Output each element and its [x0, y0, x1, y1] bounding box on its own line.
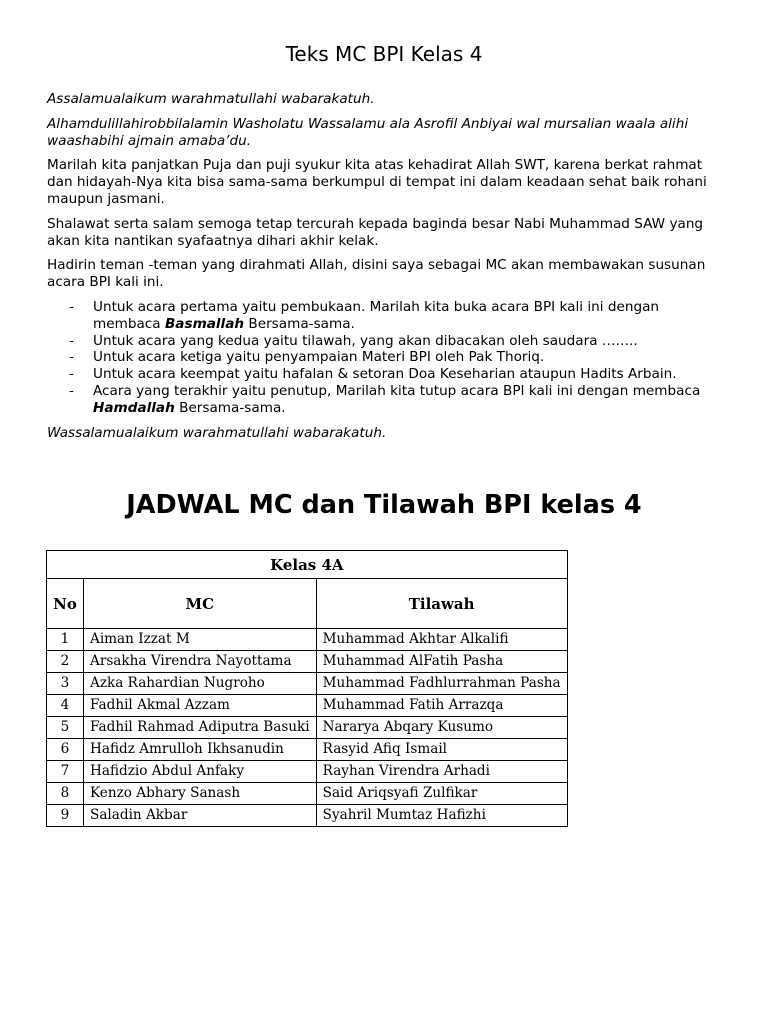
- cell-mc: Kenzo Abhary Sanash: [84, 783, 317, 805]
- document-title: Teks MC BPI Kelas 4: [285, 42, 483, 66]
- cell-mc: Fadhil Rahmad Adiputra Basuki: [84, 717, 317, 739]
- table-row: [47, 673, 568, 695]
- cell-tilawah: Rayhan Virendra Arhadi: [316, 761, 567, 783]
- cell-mc: Hafidzio Abdul Anfaky: [84, 761, 317, 783]
- schedule-title: JADWAL MC dan Tilawah BPI kelas 4: [126, 490, 642, 520]
- agenda-list: [47, 299, 727, 417]
- cell-mc: Saladin Akbar: [84, 805, 317, 827]
- cell-no: 4: [47, 695, 84, 717]
- table-row: [47, 717, 568, 739]
- column-header-mc: MC: [84, 579, 317, 629]
- cell-tilawah: Rasyid Afiq Ismail: [316, 739, 567, 761]
- list-dash: -: [69, 366, 74, 383]
- cell-tilawah: Muhammad Akhtar Alkalifi: [316, 629, 567, 651]
- cell-tilawah: Nararya Abqary Kusumo: [316, 717, 567, 739]
- cell-tilawah: Muhammad AlFatih Pasha: [316, 651, 567, 673]
- emphasis-text: Hamdallah: [93, 399, 175, 416]
- column-header-no: No: [47, 579, 84, 629]
- table-row: [47, 783, 568, 805]
- emphasis-text: Basmallah: [164, 315, 245, 332]
- agenda-item: - Untuk acara yang kedua yaitu tilawah, yang akan dibacakan oleh saudara ……..: [69, 332, 638, 349]
- table-row: [47, 805, 568, 827]
- cell-mc: Azka Rahardian Nugroho: [84, 673, 317, 695]
- column-header-tilawah: Tilawah: [316, 579, 567, 629]
- cell-mc: Hafidz Amrulloh Ikhsanudin: [84, 739, 317, 761]
- cell-no: 8: [47, 783, 84, 805]
- closing-paragraph: Wassalamualaikum warahmatullahi wabarakatuh.: [47, 424, 387, 441]
- cell-no: 7: [47, 761, 84, 783]
- schedule-table: [46, 550, 568, 827]
- class-header-row: [47, 551, 568, 579]
- table-row: [47, 629, 568, 651]
- cell-no: 1: [47, 629, 84, 651]
- cell-no: 3: [47, 673, 84, 695]
- cell-tilawah: Syahril Mumtaz Hafizhi: [316, 805, 567, 827]
- cell-no: 2: [47, 651, 84, 673]
- agenda-item: - Acara yang terakhir yaitu penutup, Marilah kita tutup acara BPI kali ini dengan membaca Hamdallah Bersama-sama.: [69, 382, 701, 416]
- column-header-row: [47, 579, 568, 629]
- cell-mc: Fadhil Akmal Azzam: [84, 695, 317, 717]
- gratitude-paragraph: Marilah kita panjatkan Puja dan puji syukur kita atas kehadirat Allah SWT, karena berkat rahmat dan hidayah-Nya kita bisa sama-sama berkumpul di tempat ini dalam keadaan sehat baik rohani maupun jasmani.: [47, 157, 707, 207]
- cell-tilawah: Said Ariqsyafi Zulfikar: [316, 783, 567, 805]
- table-row: [47, 739, 568, 761]
- agenda-item: - Untuk acara pertama yaitu pembukaan. Marilah kita buka acara BPI kali ini dengan membaca Basmallah Bersama-sama.: [69, 298, 660, 332]
- list-dash: -: [69, 298, 74, 315]
- list-dash: -: [69, 332, 74, 349]
- table-row: [47, 651, 568, 673]
- opening-prayer-paragraph: Alhamdulillahirobbilalamin Washolatu Wassalamu ala Asrofil Anbiyai wal mursalian waala alihi waashabihi ajmain amaba’du.: [47, 115, 689, 149]
- cell-tilawah: Muhammad Fadhlurrahman Pasha: [316, 673, 567, 695]
- mc-script-text: [47, 91, 727, 449]
- table-row: [47, 695, 568, 717]
- cell-tilawah: Muhammad Fatih Arrazqa: [316, 695, 567, 717]
- list-dash: -: [69, 382, 74, 399]
- list-dash: -: [69, 349, 74, 366]
- cell-no: 6: [47, 739, 84, 761]
- shalawat-paragraph: Shalawat serta salam semoga tetap tercurah kepada baginda besar Nabi Muhammad SAW yang akan kita nantikan syafaatnya dihari akhir kelak.: [47, 215, 704, 249]
- agenda-item: - Untuk acara keempat yaitu hafalan & setoran Doa Keseharian ataupun Hadits Arbain.: [69, 366, 677, 383]
- greeting-paragraph: Assalamualaikum warahmatullahi wabarakatuh.: [47, 91, 375, 107]
- intro-paragraph: Hadirin teman -teman yang dirahmati Allah, disini saya sebagai MC akan membawakan susunan acara BPI kali ini.: [47, 257, 706, 291]
- table-row: [47, 761, 568, 783]
- cell-no: 5: [47, 717, 84, 739]
- cell-mc: Aiman Izzat M: [84, 629, 317, 651]
- class-label: Kelas 4A: [47, 551, 568, 579]
- cell-mc: Arsakha Virendra Nayottama: [84, 651, 317, 673]
- cell-no: 9: [47, 805, 84, 827]
- agenda-item: - Untuk acara ketiga yaitu penyampaian Materi BPI oleh Pak Thoriq.: [69, 349, 545, 366]
